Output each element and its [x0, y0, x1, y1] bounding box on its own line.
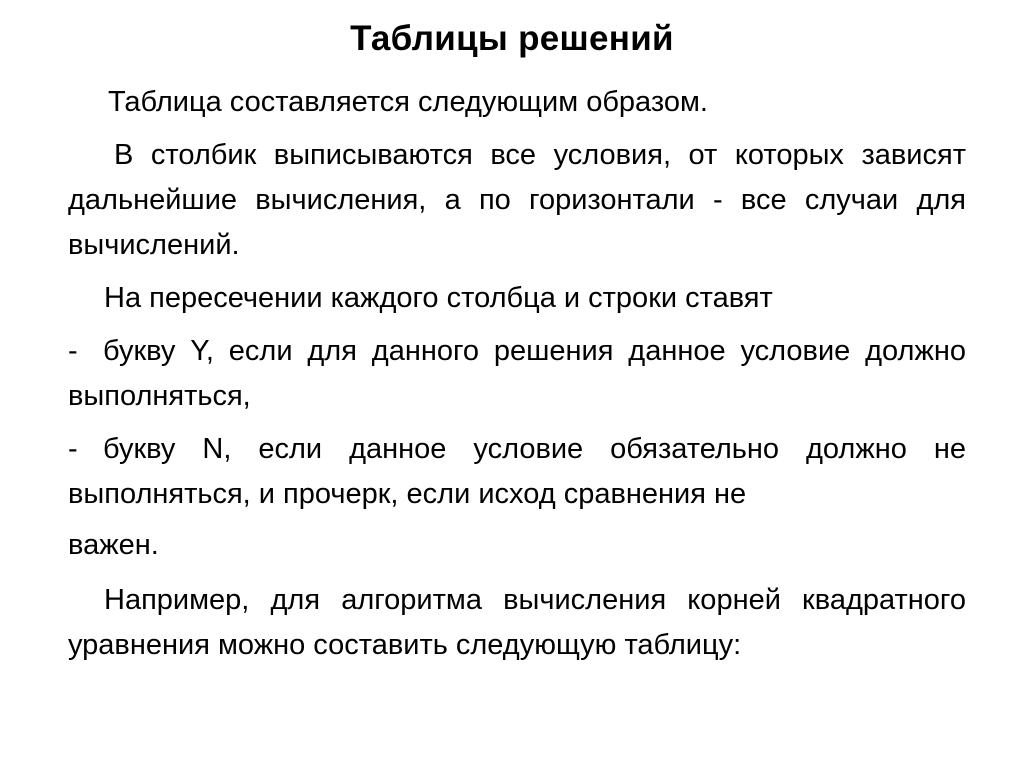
bullet-dash: - [68, 335, 78, 367]
bullet-letter-n-text: букву N, если данное условие обязательно должно не выполняться, и прочерк, если исход сравнения не [68, 433, 966, 510]
paragraph-intersection: На пересечении каждого столбца и строки ставят [104, 282, 773, 314]
paragraph-intro: Таблица составляется следующим образом. [108, 86, 708, 118]
paragraph-example: Например, для алгоритма вычисления корней квадратного уравнения можно составить следующую таблицу: [68, 584, 966, 661]
paragraph-columns: В столбик выписываются все условия, от которых зависят дальнейшие вычисления, а по горизонтали - все случаи для вычислений. [68, 139, 966, 261]
slide-title: Таблицы решений [350, 19, 674, 58]
bullet-dash: - [68, 433, 78, 465]
bullet-letter-n [68, 427, 966, 517]
slide-body [68, 80, 966, 668]
bullet-letter-y-text: букву Y, если для данного решения данное условие должно выполняться, [68, 335, 966, 412]
bullet-letter-n-tail: важен. [68, 529, 159, 561]
bullet-letter-y [68, 329, 966, 419]
